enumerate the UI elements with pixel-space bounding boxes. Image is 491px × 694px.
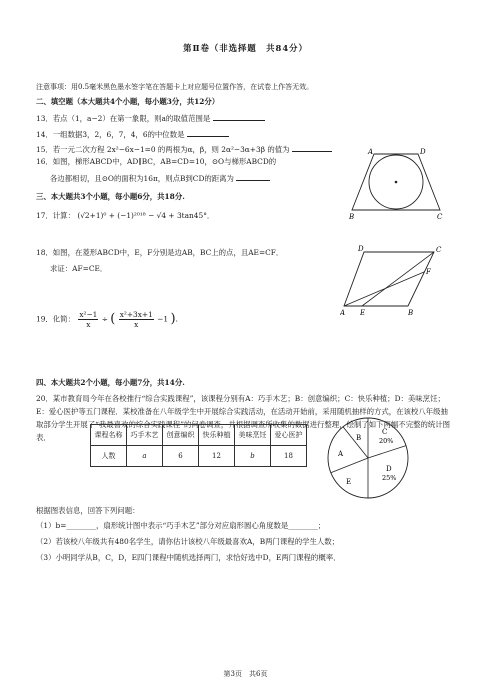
table-cell: 12 [199,446,235,467]
slice-label-d: D [386,465,392,473]
pie-chart [324,414,412,502]
label-e: E [360,309,366,317]
divide-operator: ÷ [101,314,108,324]
question-16-line2 [50,172,270,183]
section-2-heading: 二、填空题（本大题共4个小题，每小题3分，共12分） [36,97,220,106]
table-cell: b [235,446,271,467]
question-18-line2: 求证：AF=CE． [50,264,108,273]
section-3-heading: 三、本大题共3个小题，每小题6分，共18分. [36,192,185,201]
question-19: 19．化简： $\frac{\text{x²−1}}{x}$ ÷ ( $\frac{\text{x²+3x+1}}{x}$ −1 ). [36,310,178,329]
slice-percent-c: 20% [379,437,394,445]
label-d: D [358,245,364,253]
table-header-cell: 美味烹饪 [235,425,271,446]
label-b: B [408,309,414,317]
answer-blank [213,112,265,121]
table-header-cell: 创意编织 [163,425,199,446]
label-a: A [340,309,346,317]
page-footer: 第3页 共6页 [223,670,268,678]
table-cell: a [127,446,163,467]
survey-table [90,424,307,467]
sub-question-1: （1）b=________，扇形统计图中表示“巧手木艺”部分对应扇形圆心角度数是________； [36,521,326,530]
slice-label-e: E [346,478,352,486]
table-cell: 18 [271,446,307,467]
label-b: B [349,213,355,221]
fraction-2 [119,310,154,329]
fraction-1-denominator: x [86,320,91,329]
rhombus-figure [340,244,450,320]
label-c: C [436,246,442,254]
label-d: D [420,148,426,156]
question-17 [36,211,214,220]
table-header-cell: 快乐种植 [199,425,235,446]
table-row [91,446,307,467]
table-header-row [91,425,307,446]
question-13-text: 13．若点（1，a−2）在第一象限，则a的取值范围是 [36,114,211,123]
question-16-text: 各边都相切，且⊙O的面积为16π，则点B到CD的距离为 [50,174,234,183]
answer-blank [187,128,229,137]
table-cell: 6 [163,446,199,467]
slice-percent-d: 25% [382,474,397,482]
section-4-heading: 四、本大题共2个小题，每小题7分，共14分. [36,378,185,387]
label-c: C [437,213,443,221]
answer-blank [236,172,270,181]
fraction-1-numerator: x²−1 [79,310,98,319]
table-header-cell: 课程名称 [91,425,127,446]
question-19-prefix: 19．化简： [36,314,75,324]
question-16-line1: 16．如图，梯形ABCD中，AD∥BC，AB=CD=10，⊙O与梯形ABCD的 [36,157,277,166]
slice-label-a: A [338,450,344,458]
table-cell: 人数 [91,446,127,467]
answer-blank [292,143,332,152]
questions-intro: 根据图表信息，回答下列问题： [36,506,140,515]
fraction-1 [78,310,98,329]
question-15 [36,143,332,154]
table-header-cell: 巧手木艺 [127,425,163,446]
fraction-2-denominator: x [134,320,139,329]
table-header-cell: 爱心医护 [271,425,307,446]
trapezoid-figure [348,148,448,224]
question-17-expression: (√2+1)⁰ + (−1)²⁰¹⁸ − √4 + 3tan45°． [77,211,215,220]
label-a: A [368,148,374,156]
question-15-text: 15．若一元二次方程 2x²−6x−1=0 的两根为α，β，则 2α²−3α+3β 的值为 [36,145,290,154]
question-20-intro: 20．某市教育局今年在各校推行“综合实践课程”，该课程分别有A：巧手木艺；B：创意编织；C：快乐种植；D：美味烹饪；E：爱心医护等五门课程．某校准备在八年级学生中开展综合实践活动，在活动开始前，采用随机抽样的方式，在该校八年级抽取部分学生开展了“我最喜欢的综合实践课程”的问卷调查，并根据调查所收集的数据进行整理，绘制了如下两幅不完整的统计图表． [36,394,451,442]
question-19-tail: −1 [157,314,169,324]
section-title: 第Ⅱ卷（非选择题 共84分） [183,43,308,53]
fraction-2-numerator: x²+3x+1 [119,310,153,319]
label-f: F [426,268,431,276]
notice-text: 注意事项：用0.5毫米黑色墨水签字笔在答题卡上对应题号位置作答，在试卷上作答无效。 [36,83,314,91]
sub-question-3: （3）小明同学从B，C，D，E四门课程中随机选择两门，求恰好选中D，E两门课程的概率． [36,553,341,562]
question-13 [36,112,265,123]
question-14 [36,128,229,139]
question-17-prefix: 17．计算： [36,211,75,220]
slice-label-b: B [356,434,362,442]
sub-question-2: （2）若该校八年级共有480名学生，请你估计该校八年级最喜欢A，B两门课程的学生人数； [36,537,340,546]
slice-label-c: C [382,428,388,436]
question-14-text: 14．一组数据3，2，6，7，4，6的中位数是 [36,130,185,139]
question-18-line1: 18．如图，在菱形ABCD中，E，F分别是边AB，BC上的点，且AE=CF． [36,248,284,257]
